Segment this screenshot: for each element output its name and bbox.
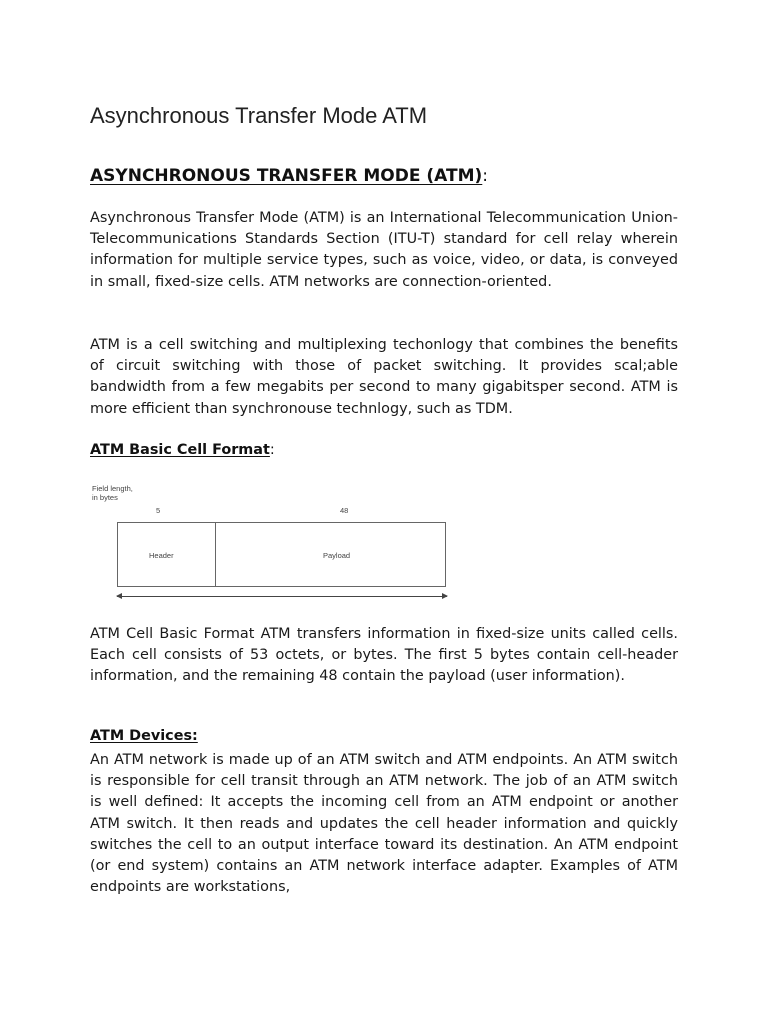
field-length-label-line-1: Field length, bbox=[92, 484, 133, 493]
devices-heading: ATM Devices: bbox=[90, 728, 198, 744]
section-heading-colon: : bbox=[482, 166, 489, 186]
cell-length-arrow bbox=[117, 596, 447, 597]
cell-format-heading bbox=[90, 442, 275, 458]
cell-switching-paragraph: ATM is a cell switching and multiplexing techonlogy that combines the benefits of circuit switching with those of packet switching. It provides scal;able bandwidth from a few megabits per second to many gigabitsper second. ATM is more efficient than synchronouse technlogy, such as TDM. bbox=[90, 337, 678, 417]
cell-format-diagram bbox=[90, 478, 460, 608]
payload-bytes-label: 48 bbox=[340, 506, 349, 515]
cell-format-heading-colon: : bbox=[269, 442, 275, 458]
cell-box bbox=[117, 522, 446, 587]
section-heading bbox=[90, 166, 488, 186]
cell-format-paragraph: ATM Cell Basic Format ATM transfers information in fixed-size units called cells. Each cell consists of 53 octets, or bytes. The first 5 bytes contain cell-header information, and the remaining 48 contain the payload (user information). bbox=[90, 626, 678, 685]
intro-paragraph: Asynchronous Transfer Mode (ATM) is an International Telecommunication Union-Telecommunications Standards Section (ITU-T) standard for cell relay wherein information for multiple service types, such as voice, video, or data, is conveyed in small, fixed-size cells. ATM networks are connection-oriented. bbox=[90, 210, 678, 290]
section-heading-text: ASYNCHRONOUS TRANSFER MODE (ATM) bbox=[90, 166, 483, 186]
field-length-label-line-2: in bytes bbox=[92, 493, 118, 502]
field-length-label bbox=[92, 484, 152, 502]
payload-field-label: Payload bbox=[323, 551, 351, 560]
document-title: Asynchronous Transfer Mode ATM bbox=[90, 103, 428, 128]
devices-paragraph: An ATM network is made up of an ATM switch and ATM endpoints. An ATM switch is responsible for cell transit through an ATM network. The job of an ATM switch is well defined: It accepts the incoming cell from an ATM endpoint or another ATM switch. It then reads and updates the cell header information and quickly switches the cell to an output interface toward its destination. An ATM endpoint (or end system) contains an ATM network interface adapter. Examples of ATM endpoints are workstations, bbox=[90, 752, 678, 896]
cell-format-heading-text: ATM Basic Cell Format bbox=[90, 442, 270, 458]
header-field-label: Header bbox=[149, 551, 174, 560]
header-bytes-label: 5 bbox=[156, 506, 161, 515]
cell-divider bbox=[215, 523, 216, 586]
